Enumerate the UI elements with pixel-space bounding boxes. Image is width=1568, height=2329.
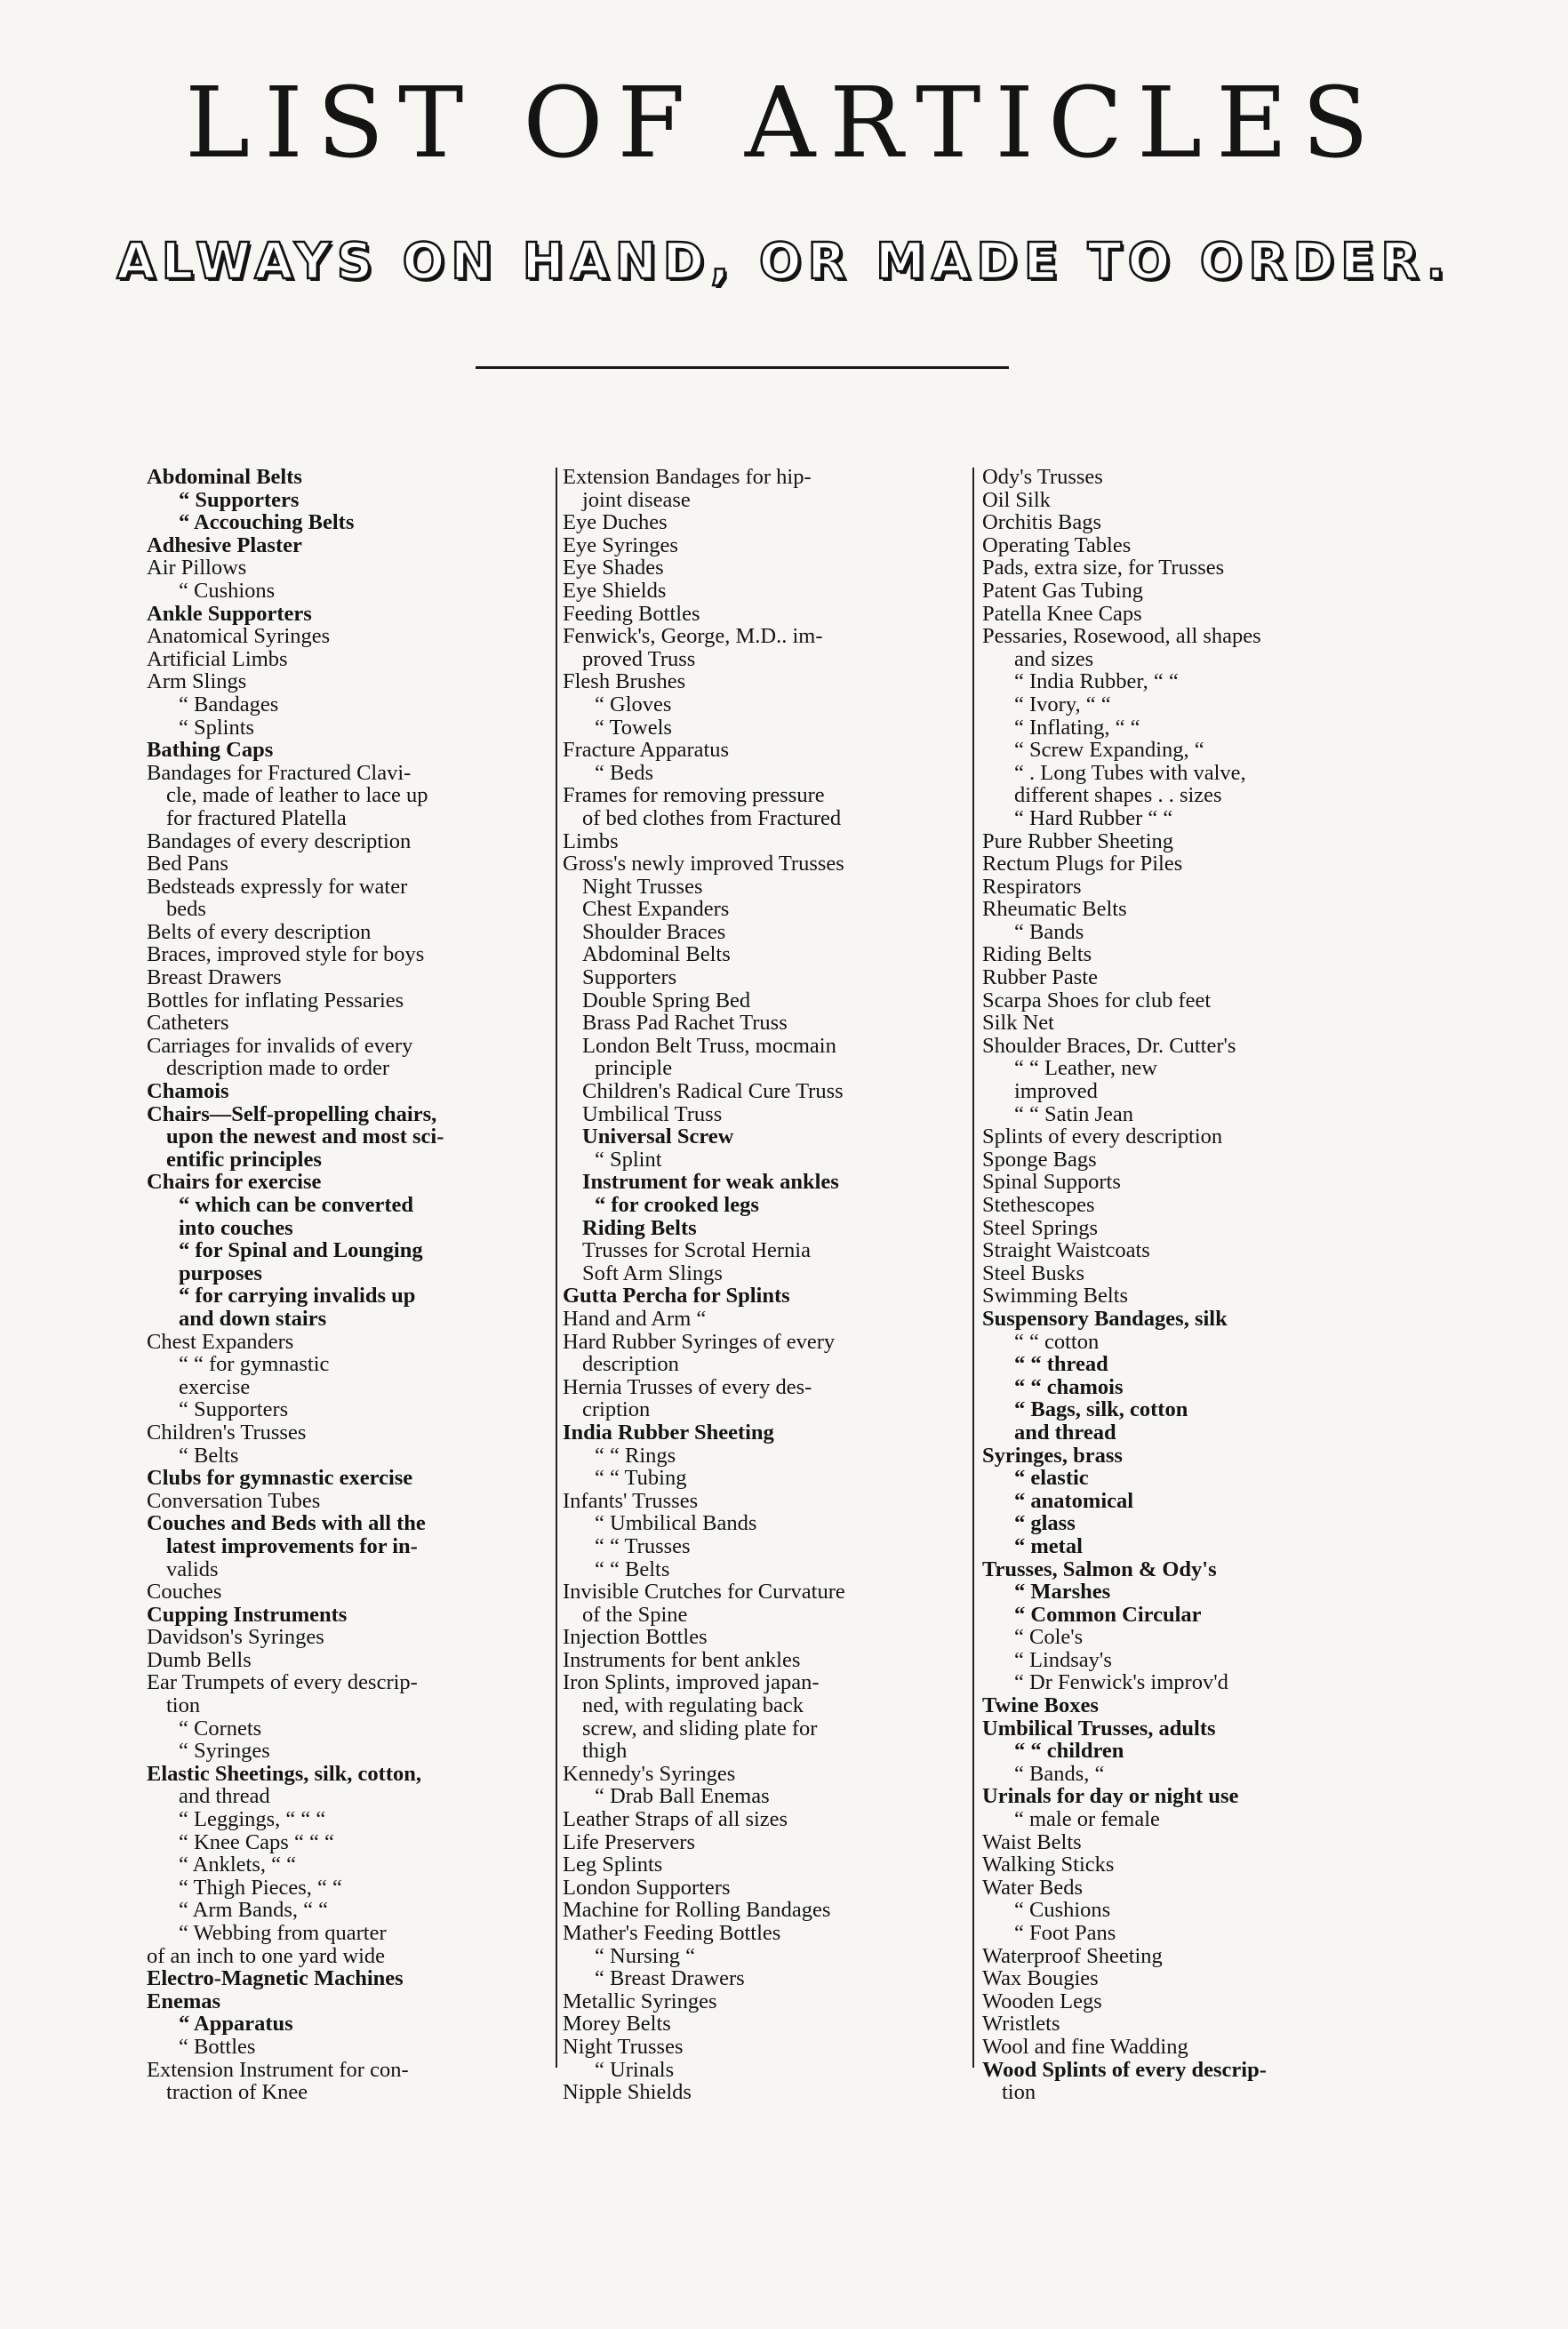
article-line: “ “ Tubing	[595, 1466, 687, 1491]
article-line: purposes	[179, 1261, 262, 1285]
article-line: “ Leggings, “ “ “	[179, 1807, 326, 1832]
article-line: Eye Duches	[563, 510, 668, 535]
article-line: beds	[166, 897, 206, 922]
article-line: and thread	[179, 1784, 270, 1809]
article-line: Gutta Percha for Splints	[563, 1284, 790, 1309]
article-line: “ Bandages	[179, 692, 279, 716]
article-line: description made to order	[166, 1056, 390, 1081]
article-line: Extension Bandages for hip-	[563, 465, 812, 489]
article-line: Twine Boxes	[982, 1693, 1099, 1718]
article-line: Carriages for invalids of every	[147, 1033, 413, 1058]
article-line: “ Dr Fenwick's improv'd	[1014, 1670, 1228, 1695]
article-line: Umbilical Trusses, adults	[982, 1716, 1216, 1741]
column-divider-1	[556, 468, 557, 2068]
article-line: “ Umbilical Bands	[595, 1511, 757, 1536]
article-line: “ Foot Pans	[1014, 1921, 1116, 1945]
article-line: “ “ thread	[1014, 1352, 1108, 1377]
article-line: Hernia Trusses of every des-	[563, 1374, 812, 1399]
article-line: valids	[166, 1557, 219, 1581]
article-line: Instrument for weak ankles	[582, 1170, 839, 1195]
article-line: Artificial Limbs	[147, 646, 288, 671]
article-line: tion	[1002, 2080, 1036, 2105]
page-subtitle: ALWAYS ON HAND, OR MADE TO ORDER.	[116, 233, 1452, 291]
article-line: Frames for removing pressure	[563, 783, 825, 808]
article-line: “ “ chamois	[1014, 1374, 1124, 1399]
article-line: screw, and sliding plate for	[582, 1716, 818, 1741]
article-line: “ “ Leather, new	[1014, 1056, 1157, 1081]
article-line: Chest Expanders	[582, 897, 730, 922]
article-line: “ male or female	[1014, 1807, 1160, 1832]
article-line: Rheumatic Belts	[982, 897, 1127, 922]
article-line: “ Nursing “	[595, 1943, 695, 1968]
article-line: Chairs for exercise	[147, 1170, 322, 1195]
article-line: Patella Knee Caps	[982, 601, 1142, 626]
article-line: Steel Springs	[982, 1215, 1098, 1240]
article-line: latest improvements for in-	[166, 1533, 418, 1558]
article-line: cription	[582, 1397, 651, 1422]
article-line: “ Cole's	[1014, 1625, 1084, 1650]
article-line: Instruments for bent ankles	[563, 1647, 801, 1672]
article-line: Bottles for inflating Pessaries	[147, 988, 404, 1012]
article-line: Wristlets	[982, 2012, 1060, 2037]
article-line: “ which can be converted	[179, 1193, 414, 1217]
article-line: proved Truss	[582, 646, 696, 671]
article-line: Sponge Bags	[982, 1147, 1097, 1172]
article-line: “ for Spinal and Lounging	[179, 1238, 423, 1263]
article-line: Morey Belts	[563, 2012, 671, 2037]
article-line: “ Bags, silk, cotton	[1014, 1397, 1188, 1422]
article-line: “ “ children	[1014, 1739, 1124, 1764]
article-line: Rubber Paste	[982, 965, 1098, 990]
article-line: “ metal	[1014, 1533, 1083, 1558]
article-line: Cupping Instruments	[147, 1602, 348, 1627]
article-line: “ Cornets	[179, 1716, 262, 1741]
article-line: “ Breast Drawers	[595, 1966, 745, 1991]
article-line: “ Belts	[179, 1443, 239, 1468]
article-line: Breast Drawers	[147, 965, 282, 990]
article-column-2	[563, 465, 967, 2105]
article-line: of an inch to one yard wide	[147, 1943, 386, 1968]
article-line: Walking Sticks	[982, 1853, 1115, 1877]
article-line: and down stairs	[179, 1306, 327, 1331]
article-line: Dumb Bells	[147, 1647, 252, 1672]
article-line: Waterproof Sheeting	[982, 1943, 1163, 1968]
article-line: Scarpa Shoes for club feet	[982, 988, 1212, 1012]
article-line: “ for crooked legs	[595, 1193, 759, 1217]
article-line: Feeding Bottles	[563, 601, 700, 626]
article-line: Arm Slings	[147, 669, 247, 694]
article-line: “ . Long Tubes with valve,	[1014, 760, 1246, 785]
article-line: “ Bands, “	[1014, 1761, 1105, 1786]
article-line: “ Supporters	[179, 1397, 289, 1422]
article-line: “ “ Satin Jean	[1014, 1101, 1134, 1126]
article-line: Suspensory Bandages, silk	[982, 1306, 1228, 1331]
article-line: Adhesive Plaster	[147, 532, 302, 557]
article-line: Braces, improved style for boys	[147, 942, 425, 967]
article-line: “ Apparatus	[179, 2012, 293, 2037]
article-line: Elastic Sheetings, silk, cotton,	[147, 1761, 421, 1786]
article-line: Conversation Tubes	[147, 1488, 321, 1513]
article-line: “ Gloves	[595, 692, 672, 716]
article-line: Stethescopes	[982, 1193, 1095, 1217]
article-line: “ “ cotton	[1014, 1329, 1100, 1354]
article-line: Universal Screw	[582, 1124, 734, 1149]
article-line: “ Knee Caps “ “ “	[179, 1829, 334, 1854]
article-line: Children's Radical Cure Truss	[582, 1079, 844, 1104]
article-line: Bandages for Fractured Clavi-	[147, 760, 412, 785]
article-line: “ “ Rings	[595, 1443, 676, 1468]
article-line: “ Splint	[595, 1147, 662, 1172]
article-line: Orchitis Bags	[982, 510, 1102, 535]
article-line: Silk Net	[982, 1011, 1054, 1036]
article-line: description	[582, 1352, 679, 1377]
article-line: Urinals for day or night use	[982, 1784, 1239, 1809]
article-line: Swimming Belts	[982, 1284, 1129, 1309]
article-line: of the Spine	[582, 1602, 688, 1627]
article-line: different shapes . . sizes	[1014, 783, 1222, 808]
article-line: Shoulder Braces, Dr. Cutter's	[982, 1033, 1236, 1058]
article-line: Ankle Supporters	[147, 601, 312, 626]
article-line: Shoulder Braces	[582, 919, 726, 944]
page-title: LIST OF ARTICLES	[185, 66, 1383, 180]
article-line: Abdominal Belts	[582, 942, 731, 967]
article-line: entific principles	[166, 1147, 322, 1172]
article-line: Ody's Trusses	[982, 465, 1103, 489]
article-line: Life Preservers	[563, 1829, 695, 1854]
article-line: Riding Belts	[982, 942, 1092, 967]
article-line: Eye Shields	[563, 578, 667, 603]
article-line: Clubs for gymnastic exercise	[147, 1466, 413, 1491]
article-line: and sizes	[1014, 646, 1094, 671]
article-line: ned, with regulating back	[582, 1693, 804, 1718]
article-line: Hand and Arm “	[563, 1306, 707, 1331]
article-line: for fractured Platella	[166, 805, 347, 830]
article-line: London Supporters	[563, 1875, 731, 1900]
article-line: Flesh Brushes	[563, 669, 686, 694]
article-line: Gross's newly improved Trusses	[563, 852, 844, 876]
article-line: “ Towels	[595, 715, 672, 740]
article-line: upon the newest and most sci-	[166, 1124, 444, 1149]
article-line: Nipple Shields	[563, 2080, 692, 2105]
column-divider-2	[972, 468, 974, 2068]
article-line: “ Hard Rubber “ “	[1014, 805, 1173, 830]
article-line: Wool and fine Wadding	[982, 2034, 1188, 2059]
article-line: Metallic Syringes	[563, 1989, 717, 2013]
article-line: Trusses, Salmon & Ody's	[982, 1557, 1217, 1581]
article-line: Hard Rubber Syringes of every	[563, 1329, 836, 1354]
article-line: Fenwick's, George, M.D.. im-	[563, 624, 823, 649]
article-line: Pure Rubber Sheeting	[982, 828, 1174, 853]
article-line: into couches	[179, 1215, 293, 1240]
article-line: Eye Syringes	[563, 532, 678, 557]
article-line: Straight Waistcoats	[982, 1238, 1150, 1263]
article-line: Couches and Beds with all the	[147, 1511, 426, 1536]
article-line: Double Spring Bed	[582, 988, 751, 1012]
article-line: “ Lindsay's	[1014, 1647, 1112, 1672]
article-line: Chest Expanders	[147, 1329, 294, 1354]
article-line: Bed Pans	[147, 852, 228, 876]
article-line: exercise	[179, 1374, 251, 1399]
article-line: Wood Splints of every descrip-	[982, 2057, 1267, 2082]
article-line: Oil Silk	[982, 487, 1051, 512]
article-line: Limbs	[563, 828, 619, 853]
article-line: “ Beds	[595, 760, 653, 785]
article-line: Leg Splints	[563, 1853, 663, 1877]
article-line: of bed clothes from Fractured	[582, 805, 842, 830]
article-line: Respirators	[982, 874, 1082, 899]
article-line: “ Bands	[1014, 919, 1084, 944]
article-line: Operating Tables	[982, 532, 1132, 557]
article-line: Electro-Magnetic Machines	[147, 1966, 404, 1991]
article-line: Leather Straps of all sizes	[563, 1807, 788, 1832]
article-line: Water Beds	[982, 1875, 1084, 1900]
article-line: Belts of every description	[147, 919, 372, 944]
article-line: cle, made of leather to lace up	[166, 783, 428, 808]
article-line: Fracture Apparatus	[563, 738, 730, 763]
article-line: Infants' Trusses	[563, 1488, 699, 1513]
article-line: “ anatomical	[1014, 1488, 1134, 1513]
article-line: Umbilical Truss	[582, 1101, 723, 1126]
article-line: “ Bottles	[179, 2034, 256, 2059]
article-line: “ Splints	[179, 715, 255, 740]
article-line: Iron Splints, improved japan-	[563, 1670, 820, 1695]
article-line: “ “ Trusses	[595, 1533, 691, 1558]
article-line: “ Anklets, “ “	[179, 1853, 296, 1877]
article-line: Syringes, brass	[982, 1443, 1123, 1468]
article-line: Waist Belts	[982, 1829, 1082, 1854]
article-line: “ Cushions	[1014, 1898, 1111, 1923]
article-line: “ India Rubber, “ “	[1014, 669, 1179, 694]
article-line: “ “ for gymnastic	[179, 1352, 330, 1377]
article-line: Steel Busks	[982, 1261, 1085, 1285]
article-line: Wax Bougies	[982, 1966, 1099, 1991]
article-line: “ “ Belts	[595, 1557, 670, 1581]
article-line: “ Screw Expanding, “	[1014, 738, 1204, 763]
article-line: “ Urinals	[595, 2057, 675, 2082]
article-line: “ Drab Ball Enemas	[595, 1784, 770, 1809]
article-line: Anatomical Syringes	[147, 624, 331, 649]
article-line: Brass Pad Rachet Truss	[582, 1011, 788, 1036]
article-line: Enemas	[147, 1989, 221, 2013]
article-line: Mather's Feeding Bottles	[563, 1921, 781, 1945]
article-line: Night Trusses	[582, 874, 703, 899]
article-line: Invisible Crutches for Curvature	[563, 1580, 845, 1605]
article-column-3	[982, 465, 1409, 2105]
article-line: “ elastic	[1014, 1466, 1089, 1491]
article-line: London Belt Truss, mocmain	[582, 1033, 836, 1058]
article-line: “ Accouching Belts	[179, 510, 355, 535]
title-divider	[476, 366, 1009, 369]
article-line: thigh	[582, 1739, 628, 1764]
article-line: “ Ivory, “ “	[1014, 692, 1111, 716]
article-line: traction of Knee	[166, 2080, 308, 2105]
article-line: Spinal Supports	[982, 1170, 1121, 1195]
article-line: Chairs—Self-propelling chairs,	[147, 1101, 437, 1126]
article-line: Supporters	[582, 965, 677, 990]
article-line: Rectum Plugs for Piles	[982, 852, 1183, 876]
article-line: Davidson's Syringes	[147, 1625, 324, 1650]
article-line: “ Thigh Pieces, “ “	[179, 1875, 342, 1900]
article-line: Children's Trusses	[147, 1420, 307, 1445]
article-line: Trusses for Scrotal Hernia	[582, 1238, 811, 1263]
article-line: Kennedy's Syringes	[563, 1761, 736, 1786]
article-line: “ Syringes	[179, 1739, 270, 1764]
article-line: and thread	[1014, 1420, 1116, 1445]
article-line: India Rubber Sheeting	[563, 1420, 774, 1445]
article-line: “ Supporters	[179, 487, 300, 512]
article-line: Riding Belts	[582, 1215, 697, 1240]
article-line: Abdominal Belts	[147, 465, 302, 489]
article-line: Soft Arm Slings	[582, 1261, 723, 1285]
article-line: Chamois	[147, 1079, 229, 1104]
article-line: Air Pillows	[147, 556, 247, 580]
article-line: “ Cushions	[179, 578, 276, 603]
article-column-1	[147, 465, 556, 2105]
article-line: tion	[166, 1693, 201, 1718]
article-line: Ear Trumpets of every descrip-	[147, 1670, 418, 1695]
article-line: Injection Bottles	[563, 1625, 708, 1650]
article-line: Couches	[147, 1580, 222, 1605]
article-line: “ for carrying invalids up	[179, 1284, 416, 1309]
article-line: Wooden Legs	[982, 1989, 1102, 2013]
article-line: Splints of every description	[982, 1124, 1223, 1149]
article-line: Pessaries, Rosewood, all shapes	[982, 624, 1261, 649]
article-line: Bedsteads expressly for water	[147, 874, 408, 899]
article-line: “ Arm Bands, “ “	[179, 1898, 329, 1923]
article-line: “ Marshes	[1014, 1580, 1111, 1605]
article-line: Pads, extra size, for Trusses	[982, 556, 1225, 580]
article-line: “ Common Circular	[1014, 1602, 1202, 1627]
article-line: Catheters	[147, 1011, 229, 1036]
article-line: Extension Instrument for con-	[147, 2057, 409, 2082]
article-line: Patent Gas Tubing	[982, 578, 1144, 603]
article-line: principle	[595, 1056, 673, 1081]
article-line: “ Webbing from quarter	[179, 1921, 387, 1945]
article-line: improved	[1014, 1079, 1098, 1104]
article-line: Eye Shades	[563, 556, 664, 580]
article-line: “ glass	[1014, 1511, 1076, 1536]
article-line: Bandages of every description	[147, 828, 412, 853]
article-line: joint disease	[582, 487, 691, 512]
article-line: Night Trusses	[563, 2034, 684, 2059]
article-line: Machine for Rolling Bandages	[563, 1898, 831, 1923]
article-line: “ Inflating, “ “	[1014, 715, 1140, 740]
article-line: Bathing Caps	[147, 738, 274, 763]
